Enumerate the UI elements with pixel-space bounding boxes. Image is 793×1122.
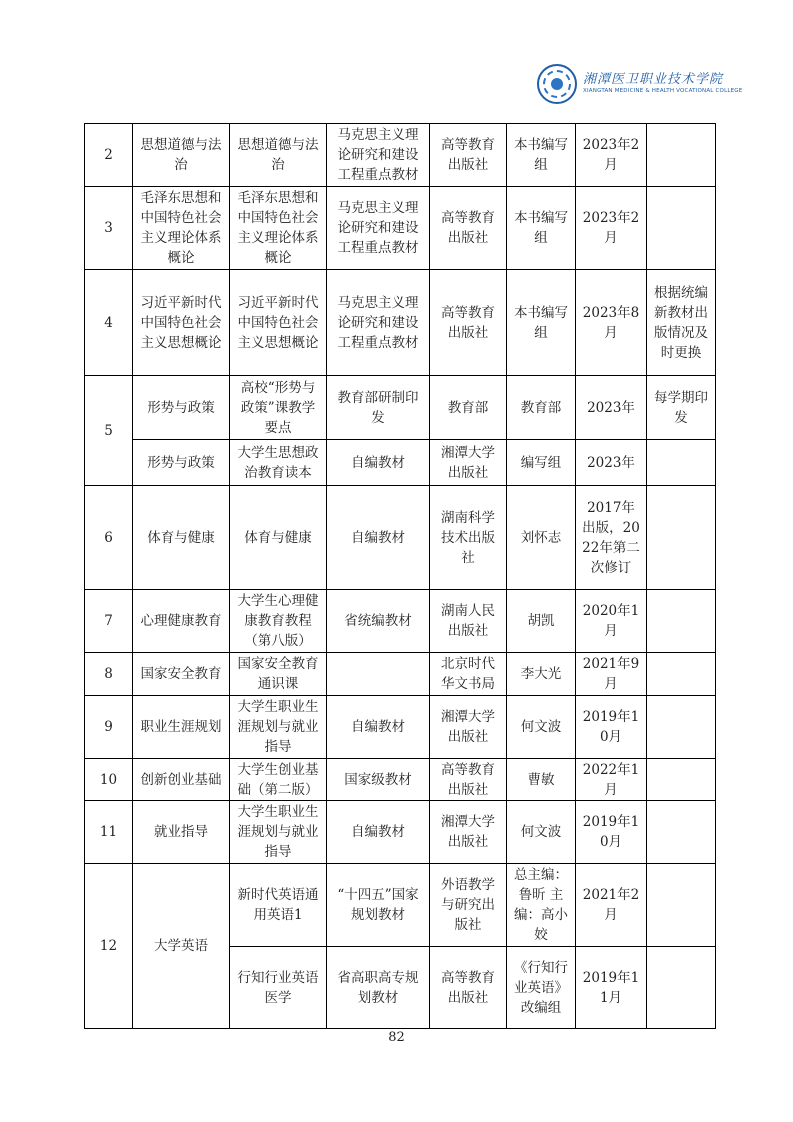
course-name: 体育与健康 <box>133 486 230 590</box>
publish-date: 2021年9月 <box>576 653 647 696</box>
note <box>647 947 716 1029</box>
course-name: 国家安全教育 <box>133 653 230 696</box>
editor: 本书编写组 <box>507 270 576 376</box>
note <box>647 801 716 864</box>
note <box>647 590 716 653</box>
table-row <box>85 590 716 653</box>
row-number: 9 <box>85 696 133 759</box>
editor: 编写组 <box>507 440 576 486</box>
college-logo <box>537 64 742 104</box>
note <box>647 187 716 270</box>
publish-date: 2017年出版，2022年第二次修订 <box>576 486 647 590</box>
course-name: 创新创业基础 <box>133 759 230 801</box>
course-name: 心理健康教育 <box>133 590 230 653</box>
textbook-table <box>84 123 716 1029</box>
note <box>647 653 716 696</box>
publisher: 湘潭大学出版社 <box>430 440 507 486</box>
textbook-type: 马克思主义理论研究和建设工程重点教材 <box>327 270 430 376</box>
note <box>647 440 716 486</box>
editor: 《行知行业英语》改编组 <box>507 947 576 1029</box>
table-row <box>85 124 716 187</box>
publish-date: 2023年 <box>576 440 647 486</box>
editor: 教育部 <box>507 376 576 440</box>
note <box>647 696 716 759</box>
course-name: 大学英语 <box>133 864 230 1029</box>
editor: 胡凯 <box>507 590 576 653</box>
editor: 何文波 <box>507 696 576 759</box>
textbook-title: 体育与健康 <box>230 486 327 590</box>
textbook-type: 自编教材 <box>327 486 430 590</box>
table-row <box>85 486 716 590</box>
row-number: 5 <box>85 376 133 486</box>
publisher: 高等教育出版社 <box>430 759 507 801</box>
publish-date: 2023年2月 <box>576 187 647 270</box>
course-name: 毛泽东思想和中国特色社会主义理论体系概论 <box>133 187 230 270</box>
course-name: 形势与政策 <box>133 376 230 440</box>
publisher: 高等教育出版社 <box>430 187 507 270</box>
table-row <box>85 653 716 696</box>
row-number: 8 <box>85 653 133 696</box>
textbook-title: 习近平新时代中国特色社会主义思想概论 <box>230 270 327 376</box>
publisher: 教育部 <box>430 376 507 440</box>
note <box>647 486 716 590</box>
editor: 本书编写组 <box>507 187 576 270</box>
row-number: 2 <box>85 124 133 187</box>
table-row <box>85 759 716 801</box>
editor: 刘怀志 <box>507 486 576 590</box>
textbook-title: 大学生创业基础（第二版） <box>230 759 327 801</box>
textbook-title: 大学生职业生涯规划与就业指导 <box>230 696 327 759</box>
textbook-type: 自编教材 <box>327 696 430 759</box>
table-row <box>85 440 716 486</box>
publish-date: 2023年2月 <box>576 124 647 187</box>
textbook-title: 大学生职业生涯规划与就业指导 <box>230 801 327 864</box>
textbook-title: 行知行业英语医学 <box>230 947 327 1029</box>
row-number: 6 <box>85 486 133 590</box>
publish-date: 2021年2月 <box>576 864 647 947</box>
textbook-title: 大学生心理健康教育教程（第八版） <box>230 590 327 653</box>
publisher: 湖南科学技术出版社 <box>430 486 507 590</box>
publisher: 高等教育出版社 <box>430 270 507 376</box>
row-number: 3 <box>85 187 133 270</box>
course-name: 形势与政策 <box>133 440 230 486</box>
table-row <box>85 696 716 759</box>
textbook-title: 新时代英语通用英语1 <box>230 864 327 947</box>
textbook-type: 教育部研制印发 <box>327 376 430 440</box>
editor: 曹敏 <box>507 759 576 801</box>
textbook-type: 国家级教材 <box>327 759 430 801</box>
publisher: 湖南人民出版社 <box>430 590 507 653</box>
note <box>647 864 716 947</box>
textbook-title: 国家安全教育通识课 <box>230 653 327 696</box>
course-name: 习近平新时代中国特色社会主义思想概论 <box>133 270 230 376</box>
row-number: 11 <box>85 801 133 864</box>
publisher: 北京时代华文书局 <box>430 653 507 696</box>
publisher: 湘潭大学出版社 <box>430 696 507 759</box>
textbook-title: 大学生思想政治教育读本 <box>230 440 327 486</box>
logo-english-name: XIANGTAN MEDICINE & HEALTH VOCATIONAL COLLEGE <box>583 88 743 95</box>
publish-date: 2019年11月 <box>576 947 647 1029</box>
table-row <box>85 187 716 270</box>
editor: 本书编写组 <box>507 124 576 187</box>
publish-date: 2023年 <box>576 376 647 440</box>
logo-chinese-name: 湘潭医卫职业技术学院 <box>583 72 724 88</box>
page-number: 82 <box>388 1030 405 1045</box>
textbook-type: 省高职高专规划教材 <box>327 947 430 1029</box>
publisher: 外语教学与研究出版社 <box>430 864 507 947</box>
textbook-type: 省统编教材 <box>327 590 430 653</box>
note: 每学期印发 <box>647 376 716 440</box>
publish-date: 2022年1月 <box>576 759 647 801</box>
publisher: 高等教育出版社 <box>430 124 507 187</box>
note: 根据统编新教材出版情况及时更换 <box>647 270 716 376</box>
textbook-type: 自编教材 <box>327 801 430 864</box>
editor: 何文波 <box>507 801 576 864</box>
textbook-type: “十四五”国家规划教材 <box>327 864 430 947</box>
course-name: 就业指导 <box>133 801 230 864</box>
publish-date: 2019年10月 <box>576 801 647 864</box>
table-row <box>85 864 716 947</box>
textbook-type <box>327 653 430 696</box>
publish-date: 2020年1月 <box>576 590 647 653</box>
publish-date: 2019年10月 <box>576 696 647 759</box>
publisher: 高等教育出版社 <box>430 947 507 1029</box>
publish-date: 2023年8月 <box>576 270 647 376</box>
textbook-type: 自编教材 <box>327 440 430 486</box>
row-number: 10 <box>85 759 133 801</box>
table-row <box>85 801 716 864</box>
textbook-type: 马克思主义理论研究和建设工程重点教材 <box>327 124 430 187</box>
row-number: 7 <box>85 590 133 653</box>
editor: 总主编：鲁昕 主编：高小姣 <box>507 864 576 947</box>
row-number: 4 <box>85 270 133 376</box>
publisher: 湘潭大学出版社 <box>430 801 507 864</box>
college-emblem-icon <box>537 64 577 104</box>
table-row <box>85 270 716 376</box>
note <box>647 124 716 187</box>
textbook-title: 毛泽东思想和中国特色社会主义理论体系概论 <box>230 187 327 270</box>
textbook-type: 马克思主义理论研究和建设工程重点教材 <box>327 187 430 270</box>
course-name: 职业生涯规划 <box>133 696 230 759</box>
editor: 李大光 <box>507 653 576 696</box>
textbook-title: 高校“形势与政策”课教学要点 <box>230 376 327 440</box>
course-name: 思想道德与法治 <box>133 124 230 187</box>
table-row <box>85 376 716 440</box>
note <box>647 759 716 801</box>
textbook-title: 思想道德与法治 <box>230 124 327 187</box>
row-number: 12 <box>85 864 133 1029</box>
